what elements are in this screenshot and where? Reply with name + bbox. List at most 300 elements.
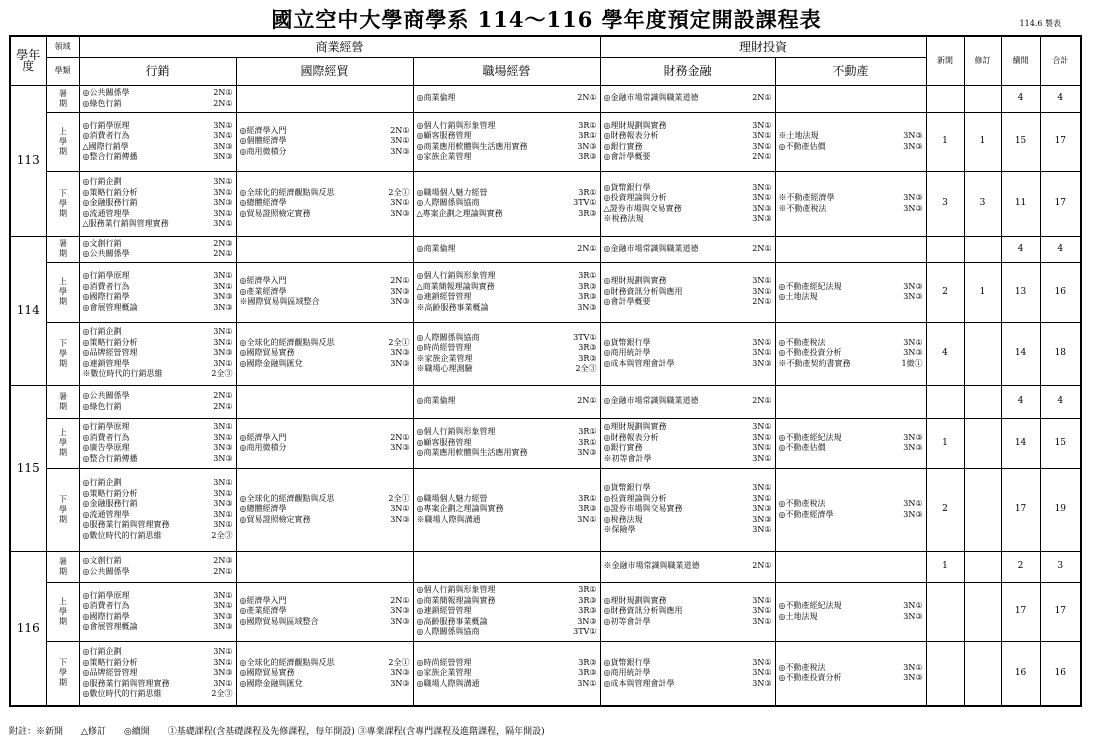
course-name: ◎不動產投資分析 bbox=[778, 673, 842, 683]
course-name: ◎財務報表分析 bbox=[603, 432, 659, 442]
course-code: 3N① bbox=[903, 601, 923, 610]
course-cell bbox=[236, 112, 413, 171]
course-line bbox=[83, 249, 233, 260]
table-row bbox=[10, 112, 1081, 171]
table-row bbox=[10, 468, 1081, 551]
course-line bbox=[604, 525, 772, 536]
course-line bbox=[240, 348, 410, 359]
term-cell: 下學期 bbox=[46, 171, 79, 236]
course-line bbox=[240, 617, 410, 628]
term-cell: 暑期 bbox=[46, 85, 79, 112]
course-code: 3N③ bbox=[903, 203, 923, 213]
course-code: 3N① bbox=[213, 520, 233, 529]
course-line bbox=[779, 673, 923, 684]
course-name: ◎金融市場常識與職業道德 bbox=[603, 93, 699, 103]
col-workplace-header: 職場經營 bbox=[413, 57, 600, 85]
rev-count-cell bbox=[964, 85, 1001, 112]
course-line bbox=[83, 658, 233, 669]
course-line bbox=[240, 287, 410, 298]
course-code: 3R③ bbox=[578, 657, 597, 667]
course-line bbox=[83, 689, 233, 700]
course-cell bbox=[79, 171, 236, 236]
new-count-cell bbox=[926, 85, 964, 112]
course-name: ◎品牌經營管理 bbox=[82, 668, 138, 677]
course-code: 2N① bbox=[390, 125, 410, 135]
course-name: ◎貨幣銀行學 bbox=[603, 483, 651, 493]
cont-count-cell: 15 bbox=[1001, 112, 1040, 171]
course-name: ◎流通管理學 bbox=[82, 509, 130, 519]
course-code: 3N① bbox=[752, 525, 772, 535]
course-line bbox=[83, 402, 233, 413]
course-cell bbox=[79, 582, 236, 641]
course-cell bbox=[236, 641, 413, 706]
cont-count-cell: 17 bbox=[1001, 582, 1040, 641]
course-code: 3N① bbox=[213, 271, 233, 280]
course-name: ◎專案企劃之理論與實務 bbox=[416, 504, 504, 514]
course-name: ◎不動產稅法 bbox=[778, 337, 826, 347]
course-line bbox=[83, 556, 233, 567]
course-cell bbox=[600, 85, 775, 112]
course-line bbox=[83, 499, 233, 510]
course-cell bbox=[236, 262, 413, 322]
course-code: 3N① bbox=[213, 187, 233, 197]
course-code: 3N③ bbox=[390, 297, 410, 307]
table-row bbox=[10, 236, 1081, 262]
course-line bbox=[83, 338, 233, 349]
course-name: ◎商業倫理 bbox=[416, 396, 456, 406]
course-line bbox=[83, 591, 233, 602]
course-line bbox=[240, 504, 410, 515]
rev-count-cell bbox=[964, 385, 1001, 418]
course-code: 3N① bbox=[752, 193, 772, 202]
course-line bbox=[604, 152, 772, 163]
course-cell bbox=[775, 468, 926, 551]
course-code: 3N① bbox=[213, 358, 233, 368]
course-line bbox=[417, 627, 597, 638]
course-cell bbox=[775, 85, 926, 112]
course-name: ◎連鎖經營管理 bbox=[416, 606, 472, 616]
course-cell bbox=[600, 112, 775, 171]
course-line bbox=[83, 292, 233, 303]
course-name: ◎服務業行銷與管理實務 bbox=[82, 520, 170, 529]
course-cell bbox=[79, 85, 236, 112]
course-name: ◎會展管理概論 bbox=[82, 622, 138, 631]
course-code: 3N③ bbox=[903, 141, 923, 151]
course-name: ◎流通管理學 bbox=[82, 208, 130, 218]
rev-count-cell: 1 bbox=[964, 262, 1001, 322]
course-line bbox=[83, 391, 233, 402]
course-line bbox=[83, 601, 233, 612]
course-cell bbox=[600, 171, 775, 236]
table-row bbox=[10, 641, 1081, 706]
course-name: ◎家族企業管理 bbox=[416, 668, 472, 677]
course-cell bbox=[600, 582, 775, 641]
total-count-cell: 4 bbox=[1040, 385, 1081, 418]
new-count-cell: 2 bbox=[926, 262, 964, 322]
course-name: ◎數位時代的行銷思維 bbox=[82, 530, 162, 540]
course-name: ◎消費者行為 bbox=[82, 601, 130, 610]
course-line bbox=[604, 561, 772, 572]
course-line bbox=[417, 121, 597, 132]
rev-count-cell bbox=[964, 322, 1001, 385]
course-cell bbox=[413, 385, 600, 418]
course-name: ◎商用微積分 bbox=[239, 443, 287, 452]
course-code: 3N③ bbox=[213, 198, 233, 208]
course-name: △國際行銷學 bbox=[82, 141, 129, 151]
term-cell: 上學期 bbox=[46, 582, 79, 641]
course-code: 2N① bbox=[752, 297, 772, 307]
rev-count-cell bbox=[964, 236, 1001, 262]
course-code: 3N① bbox=[752, 120, 772, 130]
course-line bbox=[83, 99, 233, 110]
course-code: 3N③ bbox=[390, 678, 410, 688]
new-count-cell bbox=[926, 641, 964, 706]
course-line bbox=[779, 663, 923, 674]
course-code: 2N① bbox=[752, 152, 772, 161]
course-name: ◎品牌經營管理 bbox=[82, 348, 138, 358]
course-cell bbox=[600, 385, 775, 418]
course-name: ◎經濟學入門 bbox=[239, 432, 287, 442]
course-line bbox=[779, 348, 923, 359]
course-code: 3N③ bbox=[752, 203, 772, 213]
rev-count-cell bbox=[964, 641, 1001, 706]
course-name: ◎國際貿易實務 bbox=[239, 348, 295, 358]
cont-count-cell: 11 bbox=[1001, 171, 1040, 236]
course-line bbox=[417, 585, 597, 596]
course-line bbox=[83, 142, 233, 153]
course-code: 3N① bbox=[213, 337, 233, 347]
course-code: 3N① bbox=[752, 657, 772, 667]
course-code: 2N① bbox=[213, 391, 233, 400]
course-code: 3R① bbox=[578, 427, 597, 437]
course-code: 3N① bbox=[213, 219, 233, 229]
course-code: 3N① bbox=[752, 606, 772, 616]
course-line bbox=[417, 617, 597, 628]
course-cell bbox=[775, 551, 926, 582]
course-cell bbox=[79, 322, 236, 385]
course-name: ◎數位時代的行銷思維 bbox=[82, 689, 162, 698]
course-cell bbox=[775, 236, 926, 262]
course-code: 3N① bbox=[752, 595, 772, 605]
course-name: △服務業行銷與管理實務 bbox=[82, 219, 169, 229]
course-name: ◎商用統計學 bbox=[603, 348, 651, 358]
course-line bbox=[604, 396, 772, 407]
course-code: 3N① bbox=[213, 177, 233, 187]
course-name: ◎金融服務行銷 bbox=[82, 499, 138, 508]
course-code: 2全③ bbox=[211, 369, 233, 379]
course-name: ◎財務資訊分析與應用 bbox=[603, 286, 683, 296]
course-name: ◎顧客服務管理 bbox=[416, 131, 472, 140]
course-code: 3N③ bbox=[213, 292, 233, 301]
course-code: 3N① bbox=[213, 281, 233, 291]
course-line bbox=[83, 188, 233, 199]
course-name: ◎金融服務行銷 bbox=[82, 198, 138, 208]
course-name: ◎金融市場常識與職業道德 bbox=[603, 243, 699, 253]
course-code: 3N① bbox=[752, 348, 772, 358]
course-name: ◎不動產經濟學 bbox=[778, 509, 834, 519]
course-code: 3N① bbox=[752, 182, 772, 192]
group-business-header: 商業經營 bbox=[79, 36, 600, 57]
course-name: ※保險學 bbox=[603, 525, 636, 535]
course-line bbox=[240, 297, 410, 308]
course-line bbox=[417, 282, 597, 293]
course-code: 3R③ bbox=[578, 595, 597, 605]
course-name: ◎廣告學原理 bbox=[82, 443, 130, 452]
course-cell bbox=[413, 582, 600, 641]
rev-header: 修訂 bbox=[964, 36, 1001, 85]
course-cell bbox=[600, 468, 775, 551]
course-code: 3R③ bbox=[578, 668, 597, 677]
course-line bbox=[779, 204, 923, 215]
course-line bbox=[604, 142, 772, 153]
table-date: 114.6 製表 bbox=[1019, 19, 1061, 28]
course-name: ※土地法規 bbox=[778, 131, 819, 140]
course-line bbox=[604, 679, 772, 690]
course-line bbox=[240, 515, 410, 526]
course-name: △專案企劃之理論與實務 bbox=[416, 208, 503, 218]
course-line bbox=[240, 679, 410, 690]
course-code: 2N① bbox=[577, 396, 597, 406]
course-line bbox=[604, 454, 772, 465]
course-name: ※高齡服務事業概論 bbox=[416, 302, 489, 312]
course-line bbox=[417, 606, 597, 617]
cont-count-cell: 14 bbox=[1001, 322, 1040, 385]
cont-header: 續開 bbox=[1001, 36, 1040, 85]
course-name: ◎國際行銷學 bbox=[82, 611, 130, 621]
course-name: ◎商業倫理 bbox=[416, 93, 456, 103]
course-cell bbox=[775, 322, 926, 385]
course-line bbox=[240, 147, 410, 158]
course-name: ◎商用統計學 bbox=[603, 668, 651, 677]
course-name: ◎商業倫理 bbox=[416, 243, 456, 253]
course-code: 3N③ bbox=[390, 606, 410, 616]
course-cell bbox=[79, 112, 236, 171]
course-line bbox=[417, 333, 597, 344]
course-code: 3N① bbox=[213, 131, 233, 140]
course-code: 1微① bbox=[901, 358, 923, 368]
course-code: 3N③ bbox=[577, 448, 597, 458]
term-cell: 暑期 bbox=[46, 385, 79, 418]
course-line bbox=[604, 214, 772, 225]
col-real-estate-header: 不動產 bbox=[775, 57, 926, 85]
course-name: ◎初等會計學 bbox=[603, 616, 651, 626]
course-line bbox=[417, 448, 597, 459]
course-name: ◎理財規劃與實務 bbox=[603, 120, 667, 130]
course-name: ◎成本與管理會計學 bbox=[603, 678, 675, 688]
course-cell bbox=[775, 385, 926, 418]
course-code: 3N③ bbox=[390, 358, 410, 368]
course-code: 3N③ bbox=[390, 146, 410, 156]
total-count-cell: 3 bbox=[1040, 551, 1081, 582]
course-line bbox=[417, 209, 597, 220]
course-line bbox=[604, 606, 772, 617]
course-code: 3R③ bbox=[578, 353, 597, 363]
course-name: ◎財務報表分析 bbox=[603, 131, 659, 140]
course-name: ◎時尚經營管理 bbox=[416, 343, 472, 352]
course-name: ◎土地法規 bbox=[778, 292, 818, 301]
course-code: 3R① bbox=[578, 585, 597, 595]
course-code: 2N① bbox=[213, 566, 233, 576]
course-code: 3N③ bbox=[213, 499, 233, 508]
course-cell bbox=[79, 418, 236, 468]
course-cell bbox=[413, 85, 600, 112]
course-line bbox=[604, 658, 772, 669]
course-code: 3R① bbox=[578, 437, 597, 447]
course-code: 2全① bbox=[388, 657, 410, 667]
course-line bbox=[604, 422, 772, 433]
course-name: ※家族企業管理 bbox=[416, 353, 473, 363]
course-name: ◎不動產經紀法規 bbox=[778, 281, 842, 291]
year-cell: 116 bbox=[10, 551, 46, 706]
course-line bbox=[240, 276, 410, 287]
course-name: ◎消費者行為 bbox=[82, 131, 130, 140]
course-name: ◎不動產經紀法規 bbox=[778, 432, 842, 442]
course-code: 3N③ bbox=[903, 673, 923, 683]
course-name: ◎家族企業管理 bbox=[416, 152, 472, 161]
course-name: ◎公共關係學 bbox=[82, 88, 130, 97]
course-line bbox=[417, 198, 597, 209]
course-line bbox=[604, 287, 772, 298]
course-line bbox=[779, 433, 923, 444]
course-name: ◎貨幣銀行學 bbox=[603, 657, 651, 667]
course-cell bbox=[413, 418, 600, 468]
course-name: ※職場心理測驗 bbox=[416, 364, 473, 373]
course-cell bbox=[236, 582, 413, 641]
course-name: ※數位時代的行銷思維 bbox=[82, 369, 163, 379]
total-count-cell: 17 bbox=[1040, 112, 1081, 171]
course-code: 2全① bbox=[388, 337, 410, 347]
course-code: 3N③ bbox=[577, 141, 597, 151]
course-code: 3R① bbox=[578, 493, 597, 503]
course-line bbox=[83, 422, 233, 433]
year-header: 學年度 bbox=[10, 36, 46, 85]
course-line bbox=[83, 152, 233, 163]
course-code: 2N① bbox=[213, 88, 233, 97]
course-cell bbox=[236, 385, 413, 418]
course-cell bbox=[236, 236, 413, 262]
course-code: 3R③ bbox=[578, 292, 597, 301]
course-name: ◎策略行銷分析 bbox=[82, 488, 138, 498]
course-line bbox=[240, 198, 410, 209]
course-name: ◎不動產稅法 bbox=[778, 662, 826, 672]
total-count-cell: 19 bbox=[1040, 468, 1081, 551]
course-line bbox=[240, 606, 410, 617]
course-code: 3N③ bbox=[903, 348, 923, 358]
course-line bbox=[83, 622, 233, 633]
course-cell bbox=[600, 322, 775, 385]
course-line bbox=[604, 183, 772, 194]
course-name: ◎行銷企劃 bbox=[82, 327, 122, 337]
course-code: 3TV① bbox=[573, 332, 597, 342]
course-line bbox=[240, 443, 410, 454]
new-count-cell bbox=[926, 236, 964, 262]
rev-count-cell bbox=[964, 468, 1001, 551]
course-code: 3N① bbox=[213, 208, 233, 218]
course-name: ◎會計學概要 bbox=[603, 152, 651, 161]
course-line bbox=[83, 520, 233, 531]
course-code: 3N③ bbox=[752, 678, 772, 688]
course-line bbox=[779, 131, 923, 142]
course-code: 3N① bbox=[213, 488, 233, 498]
cont-count-cell: 4 bbox=[1001, 85, 1040, 112]
course-line bbox=[240, 658, 410, 669]
course-line bbox=[417, 271, 597, 282]
course-name: ◎策略行銷分析 bbox=[82, 337, 138, 347]
course-name: ◎產業經濟學 bbox=[239, 606, 287, 616]
course-code: 3N③ bbox=[903, 131, 923, 140]
course-line bbox=[604, 244, 772, 255]
course-code: 3N③ bbox=[390, 208, 410, 218]
page-title: 國立空中大學商學系 114～116 學年度預定開設課程表 bbox=[271, 7, 822, 32]
course-name: ◎銀行實務 bbox=[603, 443, 643, 452]
course-name: ◎投資理論與分析 bbox=[603, 193, 667, 202]
course-code: 3N① bbox=[577, 514, 597, 524]
course-name: ◎不動產稅法 bbox=[778, 499, 826, 508]
course-name: ◎職場人際與溝通 bbox=[416, 678, 480, 688]
course-cell bbox=[236, 85, 413, 112]
course-cell bbox=[775, 418, 926, 468]
course-line bbox=[604, 596, 772, 607]
course-code: 3N① bbox=[577, 678, 597, 688]
total-count-cell: 17 bbox=[1040, 171, 1081, 236]
course-name: ◎財務資訊分析與應用 bbox=[603, 606, 683, 616]
course-line bbox=[83, 359, 233, 370]
course-line bbox=[83, 510, 233, 521]
col-finance-header: 財務金融 bbox=[600, 57, 775, 85]
term-cell: 下學期 bbox=[46, 641, 79, 706]
total-count-cell: 4 bbox=[1040, 85, 1081, 112]
course-code: 3N③ bbox=[390, 616, 410, 626]
course-line bbox=[417, 303, 597, 314]
new-count-cell: 1 bbox=[926, 418, 964, 468]
course-name: ◎公共關係學 bbox=[82, 249, 130, 258]
term-cell: 上學期 bbox=[46, 418, 79, 468]
course-line bbox=[83, 219, 233, 230]
course-line bbox=[779, 142, 923, 153]
total-count-cell: 16 bbox=[1040, 262, 1081, 322]
course-name: ◎行銷學原理 bbox=[82, 590, 130, 600]
course-name: △商業簡報理論與實務 bbox=[416, 281, 495, 291]
course-line bbox=[417, 364, 597, 375]
course-line bbox=[779, 510, 923, 521]
course-name: ◎會計學概要 bbox=[603, 297, 651, 307]
course-line bbox=[417, 152, 597, 163]
course-line bbox=[83, 121, 233, 132]
course-code: 2N① bbox=[752, 93, 772, 103]
course-code: 3N③ bbox=[390, 286, 410, 296]
course-name: ◎文創行銷 bbox=[82, 238, 122, 248]
course-line bbox=[604, 668, 772, 679]
course-name: ◎投資理論與分析 bbox=[603, 493, 667, 503]
rev-count-cell bbox=[964, 418, 1001, 468]
year-cell: 115 bbox=[10, 385, 46, 551]
course-name: ◎文創行銷 bbox=[82, 556, 122, 565]
course-code: 3N① bbox=[213, 647, 233, 656]
course-line bbox=[83, 271, 233, 282]
course-name: ◎國際貿易實務 bbox=[239, 668, 295, 677]
course-name: ◎人際關係與協商 bbox=[416, 198, 480, 208]
course-line bbox=[779, 499, 923, 510]
course-line bbox=[83, 131, 233, 142]
course-line bbox=[604, 348, 772, 359]
course-name: ◎個人行銷與形象管理 bbox=[416, 120, 496, 130]
course-name: ◎貿易證照檢定實務 bbox=[239, 514, 311, 524]
course-line bbox=[83, 348, 233, 359]
course-code: 3N① bbox=[213, 678, 233, 688]
course-name: ◎全球化的經濟觀點與反思 bbox=[239, 337, 335, 347]
course-code: 3N① bbox=[752, 483, 772, 493]
course-name: △證券市場與交易實務 bbox=[603, 203, 682, 213]
